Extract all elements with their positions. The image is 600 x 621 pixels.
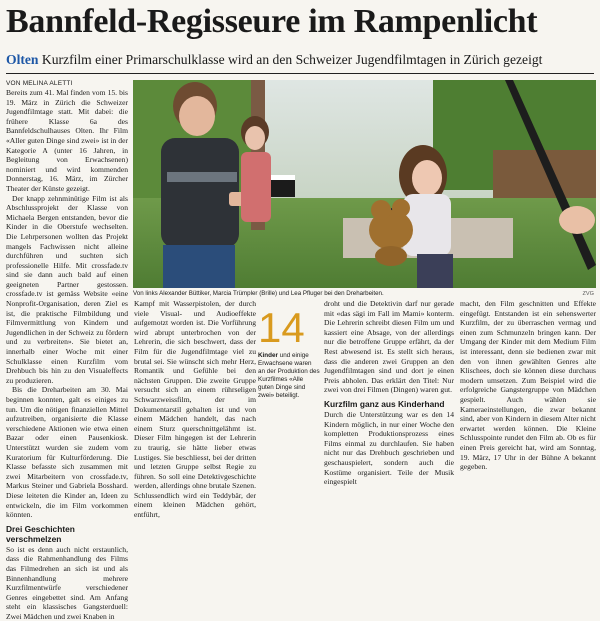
paragraph: Der knapp zehnminütige Film ist als Abschlussprojekt der Klasse von Michaela Bergen entstanden, bevor die Kinder in die Oberstufe wechselten. Die Lehrpersonen wollten das Projekt mangels Fachwissen nicht alleine durchführen und suchten sich professionelle Hilfe. Mit crossfade.tv sind sie dann auch bald auf einen geeigneten Partner gestossen. crossfade.tv ist gemäss Website «eine Nonprofit-Organisation, deren Ziel es ist, die praktische Filmbildung und Filmvermittlung von Kindern und Jugendlichen in der Schweiz zu fördern und zu verbreiten». Sie bietet an, innerhalb einer Woche mit einer Schulklasse einen Kurzfilm vom Drehbuch bis hin zu den Visualeffects zu produzieren. — [6, 193, 128, 385]
paragraph: Bis die Dreharbeiten am 30. Mai beginnen konnten, galt es einiges zu tun. Um die nötigen finanziellen Mittel aufzutreiben, organisierte die Klasse verschiedene Aktionen wie etwa einen Bazar oder einen Pausenkiosk. Unterstützt wurden sie zudem vom Kuratorium für Kulturförderung. Die Klasse befasste sich zusammen mit zwei Mitarbeitern von crossfade.tv, Markus Steiner und Gabriela Bosshard. Diese leiteten die Kinder an, Ideen zu entwickeln, die im Film vorkommen könnten. — [6, 385, 128, 520]
paragraph: Bereits zum 41. Mal finden vom 15. bis 19. März in Zürich die Schweizer Jugendfilmtage statt. Mit dabei: die frühere Klasse 6a des Bannfeldschulhauses Olten. Ihr Film «Aller guten Dinge sind zwei» ist in der Kategorie A (unter 16 Jahren, in Begleitung von Erwachsenen) nominiert und wird kommenden Donnerstag, 16. März, im Zürcher Theater der Künste gezeigt. — [6, 88, 128, 193]
callout-bold: Kinder — [258, 352, 278, 359]
column-4 — [460, 299, 596, 472]
photo-caption — [133, 290, 596, 298]
article-photo[interactable] — [133, 80, 596, 288]
subhead-text: Kurzfilm einer Primarschulklasse wird an den Schweizer Jugendfilmtagen in Zürich gezeigt — [41, 52, 543, 67]
hand-figure — [559, 206, 595, 234]
location-tag: Olten — [6, 52, 39, 67]
column-2 — [134, 299, 256, 520]
column-3 — [324, 299, 454, 487]
callout-text — [258, 352, 320, 400]
column-1 — [6, 88, 128, 621]
divider — [6, 73, 594, 74]
callout-box — [258, 306, 320, 400]
section-heading: Kurzfilm ganz aus Kinderhand — [324, 398, 445, 409]
callout-number: 14 — [258, 304, 305, 351]
headline: Bannfeld-Regisseure im Rampenlicht — [6, 3, 538, 40]
section-heading: Drei Geschichten verschmelzen — [6, 523, 75, 544]
girl-glasses-figure — [241, 116, 271, 222]
paragraph: Durch die Unterstützung war es den 14 Kindern möglich, in nur einer Woche den kompletten Produktionsprozess eines Films einmal zu durchlaufen. Sie haben nicht nur das Drehbuch geschrieben und geschauspielert, sondern auch die Kostüme organisiert. Teile der Musik eingespielt — [324, 409, 454, 487]
paragraph: droht und die Detektivin darf nur gerade mit «das sägi im Fall im Mami» konterm. Die Lehrerin schreibt diesen Film um und kassiert eine Absage, von der allerdings nur die betroffene Gruppe erfährt, da der Rest abwesend ist. Es stellt sich heraus, dass die anderen zwei Gruppen an den Jugendfilmtagen sind und dort je einen Preis abholen. Das erklärt den Titel: Nur zwei von drei Filmen (Dingen) waren gut. — [324, 299, 454, 395]
byline: VON MELINA ALETTI — [6, 80, 73, 87]
paragraph: macht, den Film geschnitten und Effekte eingefügt. Entstanden ist ein sehenswerter Kurzfilm, der zu überraschen vermag und einen zum Schmunzeln bringen kann. Der Umgang der Kinder mit dem Medium Film ist interessant, denn sie bedienen zwar mit den von ihnen gewählten Genres alte Klischees, doch sie können diese durchaus modern umsetzen. Zum Beispiel wird die erfolgreiche Gangstergruppe von Mädchen gespielt. Auch wählen sie Kameraeinstellungen, die zwar bekannt sind, aber von Kindern in diesem Alter nicht erwartet werden können. Die Kleine Schlusspointe rundet den Film ab. Ob es für einen Preis gereicht hat, wird am Sonntag, 19. März, 17 Uhr in der Bühne A bekannt gegeben. — [460, 299, 596, 472]
callout-body: und einige Erwachsene waren an der Produktion des Kurzfilmes «Alle guten Dinge sind zwei» beteiligt. — [258, 352, 320, 399]
paragraph: So ist es denn auch nicht erstaunlich, dass die Rahmenhandlung des Films das Filmedrehen an sich ist und als Binnenhandlung mehrere Kurzfilmentwürfe verschiedener Genres eingebettet sind. Am Anfang steht ein klassisches Gangsterduell: Zwei Mädchen und zwei Knaben in — [6, 544, 128, 621]
caption-text: Von links Alexander Büttiker, Marcia Trümpler (Brille) und Lea Pfluger bei den Dreharbeiten. — [133, 290, 384, 297]
paragraph: Kampf mit Wasserpistolen, der durch viele Visual- und Audioeffekte aufgemotzt worden ist. Die Vorführung wird abrupt unterbrochen von der Lehrerin, die sich beschwert, dass der Film für die Jugendfilmtage viel zu brutal sei. Sie wünscht sich mehr Herz, Romantik und Gefühle bei den nächsten Gruppen. Die zweite Gruppe versucht sich an einem rührseligen Schwarzweissfilm, der im Dokumentarstil gehalten ist und von einem Mädchen handelt, das nach einem Sturz querschnittgelähmt ist. Dieser Film hingegen ist der Lehrerin zu traurig, sie hätte lieber etwas Lustiges. Sie beschliesst, bei der dritten und letzten Gruppe selbst Regie zu führen. So soll eine Detektivgeschichte werden, allerdings ohne brutale Szenen. Schlussendlich wird ein Teddybär, der einem kleinen Mädchen gehört, entführt, — [134, 299, 256, 520]
subheadline — [6, 52, 596, 68]
photo-illustration — [133, 80, 596, 288]
photo-credit: ZVG — [582, 291, 594, 297]
